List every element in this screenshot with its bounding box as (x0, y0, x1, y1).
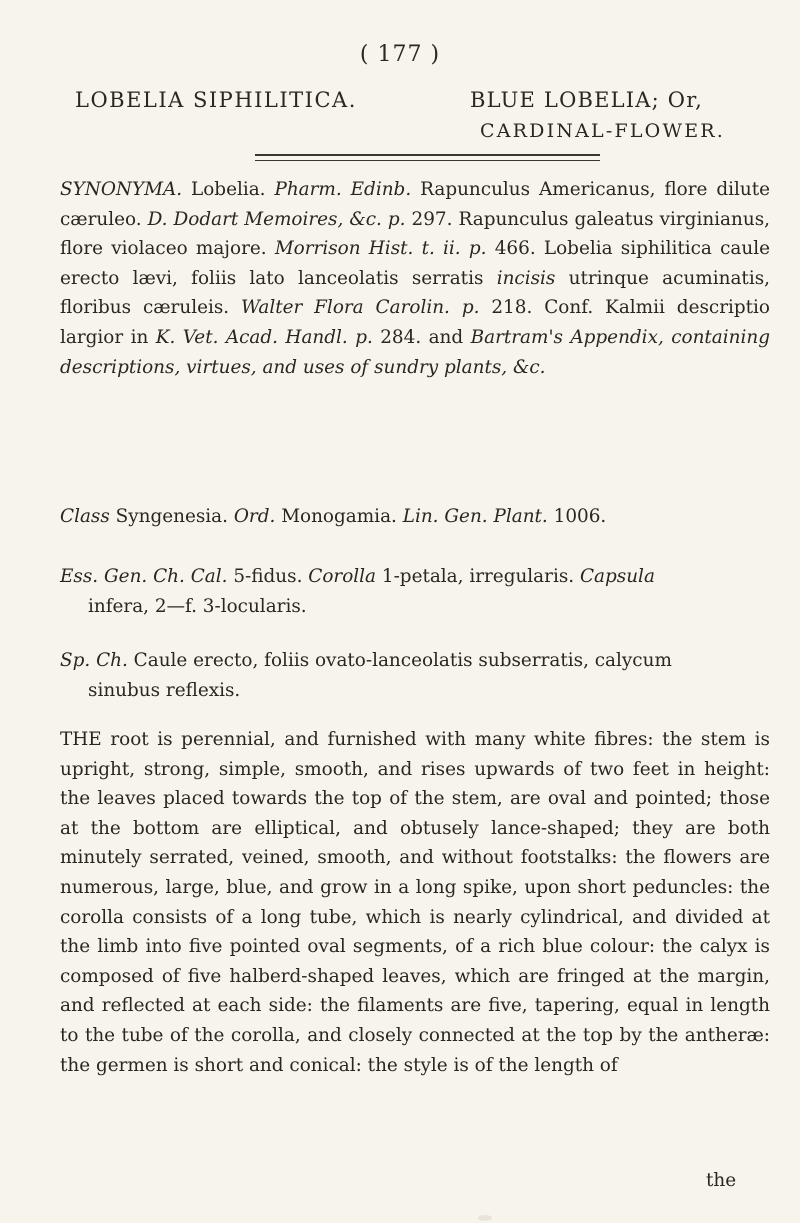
syn-seg-0: Lobelia. (182, 179, 275, 200)
order-label: Ord. (233, 506, 276, 527)
syn-seg-1: Pharm. Edinb. (274, 179, 412, 200)
capsula-label: Capsula (579, 566, 655, 587)
syn-seg-9: Walter Flora Carolin. p. (241, 297, 480, 319)
specific-text1: Caule erecto, foliis ovato-lanceolatis subserratis, calycum (127, 650, 672, 671)
latin-title: LOBELIA SIPHILITICA. (75, 88, 357, 112)
syn-seg-8: utrinque acuminatis, floribus cæruleis. (60, 267, 770, 319)
syn-seg-4: 297. Rapunculus galeatus virginianus, flore violaceo majore. (60, 208, 770, 260)
syn-seg-13: Bartram's Appendix, containing descriptions, virtues, and uses of sundry plants, &c. (60, 326, 770, 378)
syn-seg-12: 284. and (372, 326, 471, 348)
english-title-line2: CARDINAL-FLOWER. (480, 120, 726, 142)
essential-line2: infera, 2—f. 3-locularis. (88, 595, 307, 617)
essential-text2: 1-petala, irregularis. (376, 566, 580, 587)
class-paragraph (60, 502, 770, 532)
page-number: ( 177 ) (359, 42, 441, 67)
english-title-line1: BLUE LOBELIA; Or, (470, 88, 704, 112)
syn-seg-3: D. Dodart Memoires, &c. p. (147, 208, 406, 230)
syn-seg-2: Rapunculus Americanus, flore dilute cæruleo. (60, 179, 770, 230)
description-paragraph (60, 725, 770, 1080)
synonyma-label: SYNONYMA. (60, 179, 183, 200)
catchword: the (706, 1170, 737, 1191)
class-text2: Monogamia. (275, 506, 403, 527)
specific-label: Sp. Ch. (60, 650, 128, 671)
synonyma-paragraph (60, 175, 770, 382)
paper-stain (478, 1215, 492, 1221)
syn-seg-5: Morrison Hist. t. ii. p. (274, 238, 487, 260)
syn-seg-7: incisis (496, 267, 556, 289)
class-text1: Syngenesia. (109, 506, 234, 527)
description-text: THE root is perennial, and furnished with many white fibres: the stem is upright, strong, simple, smooth, and rises upwards of two feet in height: the leaves placed towards the top of the stem, are oval and pointed; those at the bottom are elliptical, and obtusely lance-shaped; they are both minutely serrated, veined, smooth, and without footstalks: the flowers are numerous, large, blue, and grow in a long spike, upon short peduncles: the corolla consists of a long tube, which is nearly cylindrical, and divided at the limb into five pointed oval segments, of a rich blue colour: the calyx is composed of five halberd-shaped leaves, which are fringed at the margin, and reflected at each side: the filaments are five, tapering, equal in length to the tube of the corolla, and closely connected at the top by the antheræ: the germen is short and conical: the style is of the length of (60, 729, 770, 1076)
calyx-label: Cal. (190, 566, 228, 587)
corolla-label: Corolla (308, 566, 377, 587)
essential-text1: 5-fidus. (227, 566, 309, 587)
class-label: Class (60, 506, 110, 527)
syn-seg-6: 466. Lobelia siphilitica caule erecto lævi, foliis lato lanceolatis serratis (60, 238, 770, 289)
class-text3: 1006. (547, 506, 607, 527)
specific-character-paragraph (60, 646, 770, 705)
syn-seg-10: 218. Conf. Kalmii descriptio largior in (60, 297, 770, 348)
title-rule (255, 154, 600, 161)
linnaeus-label: Lin. Gen. Plant. (402, 506, 548, 527)
essential-label: Ess. Gen. Ch. (60, 566, 185, 587)
syn-seg-11: K. Vet. Acad. Handl. p. (155, 326, 373, 348)
specific-line2: sinubus reflexis. (88, 679, 241, 701)
essential-character-paragraph (60, 562, 770, 621)
